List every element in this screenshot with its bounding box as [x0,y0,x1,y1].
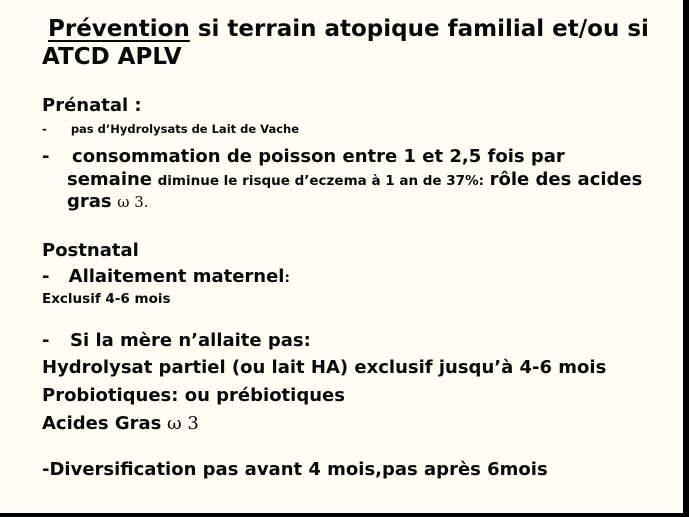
hydrolysat-line: Hydrolysat partiel (ou lait HA) exclusif jusqu’à 4-6 mois [42,357,607,378]
eczema-text: diminue le risque d’eczema à 1 an de 37%: [157,173,485,189]
title-line-1 [42,16,649,42]
bullet-dash: - [42,266,50,287]
allaitement-text: Allaitement maternel [68,266,285,287]
diversification-line: -Diversification pas avant 4 mois,pas après 6mois [42,459,548,480]
omega-3-text: ω 3 [166,413,199,434]
prenatal-bullet-1 [42,122,299,136]
prenatal-bullet-2-line-3 [67,191,149,212]
prenatal-bullet-2-line-2 [67,169,642,190]
si-la-mere-text: Si la mère n’allaite pas: [70,330,311,351]
acides-text: rôle des acides [489,169,643,190]
probiotiques-line: Probiotiques: ou prébiotiques [42,385,345,406]
omega-3-text: ω 3. [117,193,149,211]
title-line-2: ATCD APLV [42,44,182,70]
title-underlined: Prévention [48,16,190,42]
allaitement-colon: : [284,270,290,286]
acides-gras-line [42,413,199,434]
acides-gras-text: Acides Gras [42,413,162,434]
prenatal-bullet-1-text: pas d’Hydrolysats de Lait de Vache [70,122,300,136]
postnatal-item-1 [42,266,290,287]
gras-text: gras [67,191,112,212]
prenatal-heading: Prénatal : [42,95,142,116]
prenatal-bullet-2-text: consommation de poisson entre 1 et 2,5 fois par [72,146,565,167]
bullet-dash: - [42,330,50,351]
semaine-text: semaine [67,169,153,190]
bullet-dash: - [42,122,47,136]
prenatal-bullet-2-line-1 [42,146,565,167]
postnatal-item-1-sub: Exclusif 4-6 mois [42,291,171,307]
title-rest: si terrain atopique familial et/ou si [197,16,649,42]
bullet-dash: - [42,146,50,167]
postnatal-item-2 [42,330,311,351]
postnatal-heading: Postnatal [42,240,139,261]
